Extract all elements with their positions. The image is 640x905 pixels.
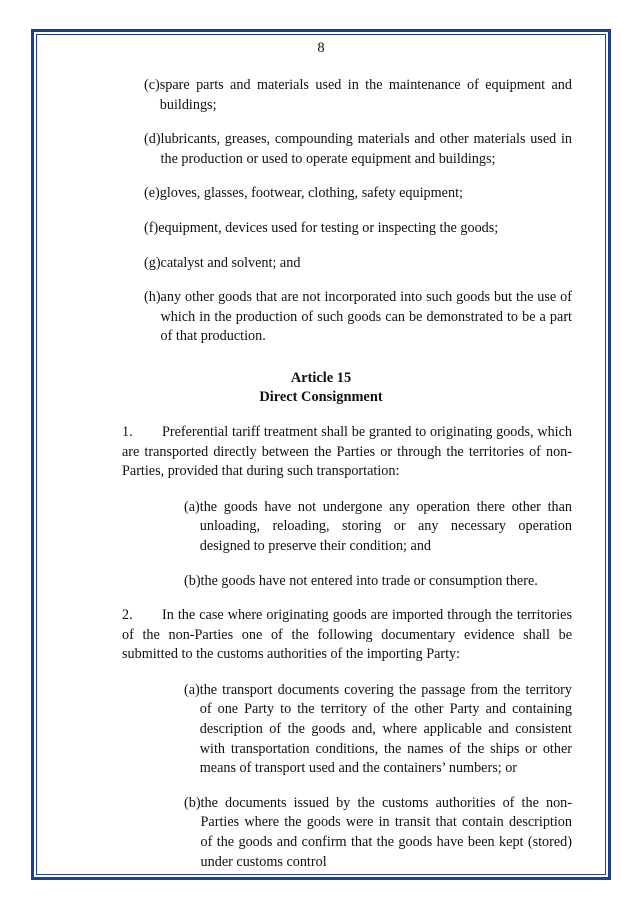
list-item-e	[144, 184, 572, 204]
list-marker: (h)	[144, 289, 161, 306]
paragraph-text: In the case where originating goods are imported through the territories of the non-Parties one of the following documentary evidence shall be submitted to the customs authorities of the importing Party:	[122, 607, 572, 663]
paragraph-1	[122, 423, 572, 482]
page-number: 8	[317, 40, 325, 56]
list-item-h	[144, 288, 572, 347]
list-item-f	[144, 219, 572, 239]
list-item-text: spare parts and materials used in the maintenance of equipment and buildings;	[159, 77, 572, 113]
list-item-text: any other goods that are not incorporated into such goods but the use of which in the production of such goods can be demonstrated to be a part of that production.	[160, 289, 572, 345]
list-item-text: catalyst and solvent; and	[160, 254, 301, 271]
list-item-d	[144, 130, 572, 169]
list-item-text: equipment, devices used for testing or inspecting the goods;	[158, 219, 499, 236]
paragraph-number: 1.	[122, 423, 133, 440]
list-marker: (a)	[184, 498, 200, 515]
list-marker: (f)	[144, 219, 159, 236]
list-item-g	[144, 254, 572, 274]
list-item-text: the documents issued by the customs authorities of the non-Parties where the goods were in transit that contain description of the goods and confirm that the goods have been kept (stored) under customs control	[200, 794, 572, 870]
list-marker: (c)	[144, 77, 160, 93]
list-item-c	[144, 76, 572, 115]
paragraph-number: 2.	[122, 607, 133, 624]
article-title: Direct Consignment	[259, 388, 383, 405]
list-marker: (b)	[184, 794, 201, 811]
list-marker: (e)	[144, 185, 160, 202]
list-item-b	[184, 572, 572, 592]
list-marker: (a)	[184, 681, 200, 698]
list-item-a	[184, 681, 572, 779]
list-item-text: gloves, glasses, footwear, clothing, safety equipment;	[159, 185, 463, 202]
list-item-a	[184, 498, 572, 557]
list-marker: (d)	[144, 131, 161, 148]
list-item-text: the transport documents covering the passage from the territory of one Party to the territory of the other Party and containing description of the goods and, where applicable and consistent with transportation conditions, the names of the ships or other means of transport used and the containers’ numbers; or	[199, 681, 572, 777]
list-goods-materials	[144, 76, 572, 347]
list-documentary-evidence	[184, 681, 572, 872]
list-item-b	[184, 794, 572, 872]
paragraph-text: Preferential tariff treatment shall be granted to originating goods, which are transported directly between the Parties or through the territories of non-Parties, provided that during such transportation:	[122, 423, 572, 480]
document-page	[40, 36, 602, 887]
list-marker: (b)	[184, 572, 201, 589]
article-heading	[40, 369, 602, 407]
list-transport-conditions	[184, 498, 572, 591]
list-marker: (g)	[144, 254, 161, 271]
list-item-text: lubricants, greases, compounding materials and other materials used in the production or used to operate equipment and buildings;	[160, 131, 572, 167]
list-item-text: the goods have not entered into trade or consumption there.	[200, 572, 538, 589]
paragraph-2	[122, 606, 572, 665]
article-number: Article 15	[290, 369, 352, 386]
list-item-text: the goods have not undergone any operation there other than unloading, reloading, storing or any necessary operation designed to preserve their condition; and	[199, 498, 572, 554]
